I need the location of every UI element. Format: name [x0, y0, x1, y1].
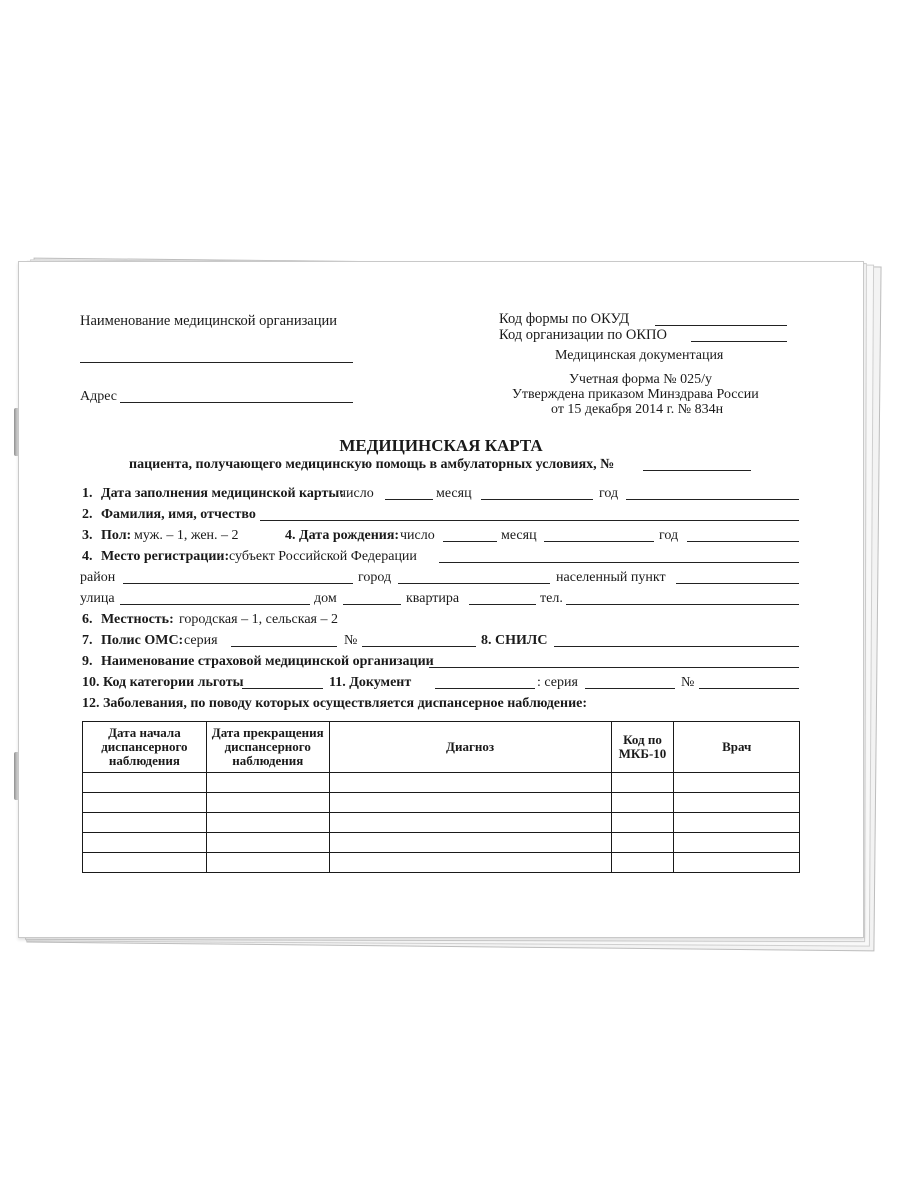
address-line[interactable]	[120, 402, 353, 403]
dispensary-table	[82, 721, 800, 873]
table-cell[interactable]	[674, 773, 800, 793]
table-cell[interactable]	[674, 793, 800, 813]
address-label: Адрес	[80, 389, 118, 404]
okud-line[interactable]	[655, 325, 787, 326]
f8-snils-line[interactable]	[554, 646, 799, 647]
med-doc-label: Медицинская документация	[555, 348, 724, 363]
f7-series-label: серия	[184, 633, 218, 648]
phone-line[interactable]	[566, 604, 799, 605]
form-title: МЕДИЦИНСКАЯ КАРТА	[339, 436, 543, 455]
order-date-text: от 15 декабря 2014 г. № 834н	[551, 402, 724, 417]
table-header-row	[83, 722, 800, 773]
form-number: Учетная форма № 025/у	[569, 372, 713, 387]
locality-label: населенный пункт	[556, 570, 666, 585]
locality-line[interactable]	[676, 583, 799, 584]
okpo-label: Код организации по ОКПО	[499, 327, 667, 343]
f1-month-line[interactable]	[481, 499, 593, 500]
f7-number-label: №	[344, 633, 358, 648]
table-row	[83, 793, 800, 813]
f11-label: 11. Документ	[329, 675, 412, 690]
table-cell[interactable]	[206, 773, 329, 793]
form-subtitle: пациента, получающего медицинскую помощь в амбулаторных условиях, №	[129, 457, 615, 472]
f9-label: Наименование страховой медицинской организации	[101, 654, 434, 669]
house-line[interactable]	[343, 604, 401, 605]
city-line[interactable]	[398, 583, 550, 584]
table-row	[83, 833, 800, 853]
table-cell[interactable]	[83, 853, 207, 873]
f1-year-line[interactable]	[626, 499, 799, 500]
f11-number-label: №	[681, 675, 695, 690]
f4-day-label: число	[400, 528, 435, 543]
f4-year-label: год	[659, 528, 679, 543]
table-cell[interactable]	[674, 853, 800, 873]
table-cell[interactable]	[83, 793, 207, 813]
table-cell[interactable]	[83, 833, 207, 853]
table-cell[interactable]	[329, 833, 611, 853]
f4-year-line[interactable]	[687, 541, 799, 542]
district-line[interactable]	[123, 583, 353, 584]
table-cell[interactable]	[611, 853, 674, 873]
f1-label: Дата заполнения медицинской карты:	[101, 486, 344, 501]
f10-label: 10. Код категории льготы	[82, 675, 244, 690]
f7-number: 7.	[82, 633, 93, 648]
table-cell[interactable]	[611, 793, 674, 813]
f6-values: городская – 1, сельская – 2	[179, 612, 338, 627]
table-cell[interactable]	[83, 773, 207, 793]
f10-benefit-line[interactable]	[242, 688, 323, 689]
table-cell[interactable]	[206, 853, 329, 873]
f7-label: Полис ОМС:	[101, 633, 184, 648]
table-cell[interactable]	[206, 813, 329, 833]
f6-number: 6.	[82, 612, 93, 627]
f1-day-line[interactable]	[385, 499, 433, 500]
f9-number: 9.	[82, 654, 93, 669]
district-label: район	[80, 570, 116, 585]
okud-label: Код формы по ОКУД	[499, 311, 630, 327]
f5-label: Место регистрации:	[101, 549, 230, 564]
f7-number-line[interactable]	[362, 646, 476, 647]
f4-label: 4. Дата рождения:	[285, 528, 400, 543]
f1-year-label: год	[599, 486, 619, 501]
table-cell[interactable]	[611, 813, 674, 833]
f6-label: Местность:	[101, 612, 174, 627]
f9-insurer-line[interactable]	[429, 667, 799, 668]
street-line[interactable]	[120, 604, 310, 605]
table-cell[interactable]	[611, 833, 674, 853]
f12-label: 12. Заболевания, по поводу которых осуществляется диспансерное наблюдение:	[82, 696, 588, 711]
f4-month-label: месяц	[501, 528, 537, 543]
f2-label: Фамилия, имя, отчество	[101, 507, 256, 522]
f11-number-line[interactable]	[699, 688, 799, 689]
okpo-line[interactable]	[691, 341, 787, 342]
org-name-label: Наименование медицинской организации	[80, 313, 338, 329]
f1-month-label: месяц	[436, 486, 472, 501]
f2-fullname-line[interactable]	[260, 520, 799, 521]
table-row	[83, 813, 800, 833]
col-end-date: Дата прекращения диспансерного наблюдения	[206, 722, 329, 773]
apartment-label: квартира	[406, 591, 460, 606]
approved-text: Утверждена приказом Минздрава России	[512, 387, 759, 402]
f5-subject-label: субъект Российской Федерации	[229, 549, 417, 564]
table-cell[interactable]	[329, 773, 611, 793]
col-doctor: Врач	[674, 722, 800, 773]
table-cell[interactable]	[611, 773, 674, 793]
col-diagnosis: Диагноз	[329, 722, 611, 773]
table-cell[interactable]	[329, 813, 611, 833]
f7-series-line[interactable]	[231, 646, 337, 647]
f11-series-line[interactable]	[585, 688, 675, 689]
apartment-line[interactable]	[469, 604, 536, 605]
col-start-date: Дата начала диспансерного наблюдения	[83, 722, 207, 773]
house-label: дом	[314, 591, 337, 606]
f4-day-line[interactable]	[443, 541, 497, 542]
f5-number: 4.	[82, 549, 93, 564]
table-cell[interactable]	[83, 813, 207, 833]
f3-label: Пол:	[101, 528, 132, 543]
f2-number: 2.	[82, 507, 93, 522]
f3-values: муж. – 1, жен. – 2	[134, 528, 239, 543]
col-icd10-code: Код по МКБ-10	[611, 722, 674, 773]
f1-day-label: число	[339, 486, 374, 501]
table-cell[interactable]	[674, 813, 800, 833]
table-cell[interactable]	[674, 833, 800, 853]
street-label: улица	[80, 591, 115, 606]
phone-label: тел.	[540, 591, 563, 606]
f8-label: 8. СНИЛС	[481, 633, 548, 648]
f1-number: 1.	[82, 486, 93, 501]
f5-subject-line[interactable]	[439, 562, 799, 563]
f3-number: 3.	[82, 528, 93, 543]
f11-document-line[interactable]	[435, 688, 535, 689]
table-cell[interactable]	[206, 833, 329, 853]
org-name-line[interactable]	[80, 362, 353, 363]
table-row	[83, 773, 800, 793]
table-row	[83, 853, 800, 873]
table-cell[interactable]	[329, 853, 611, 873]
table-cell[interactable]	[206, 793, 329, 813]
medical-card-form	[18, 261, 864, 938]
table-cell[interactable]	[329, 793, 611, 813]
f4-month-line[interactable]	[544, 541, 654, 542]
city-label: город	[358, 570, 392, 585]
f11-series-label: : серия	[537, 675, 578, 690]
card-number-line[interactable]	[643, 470, 751, 471]
